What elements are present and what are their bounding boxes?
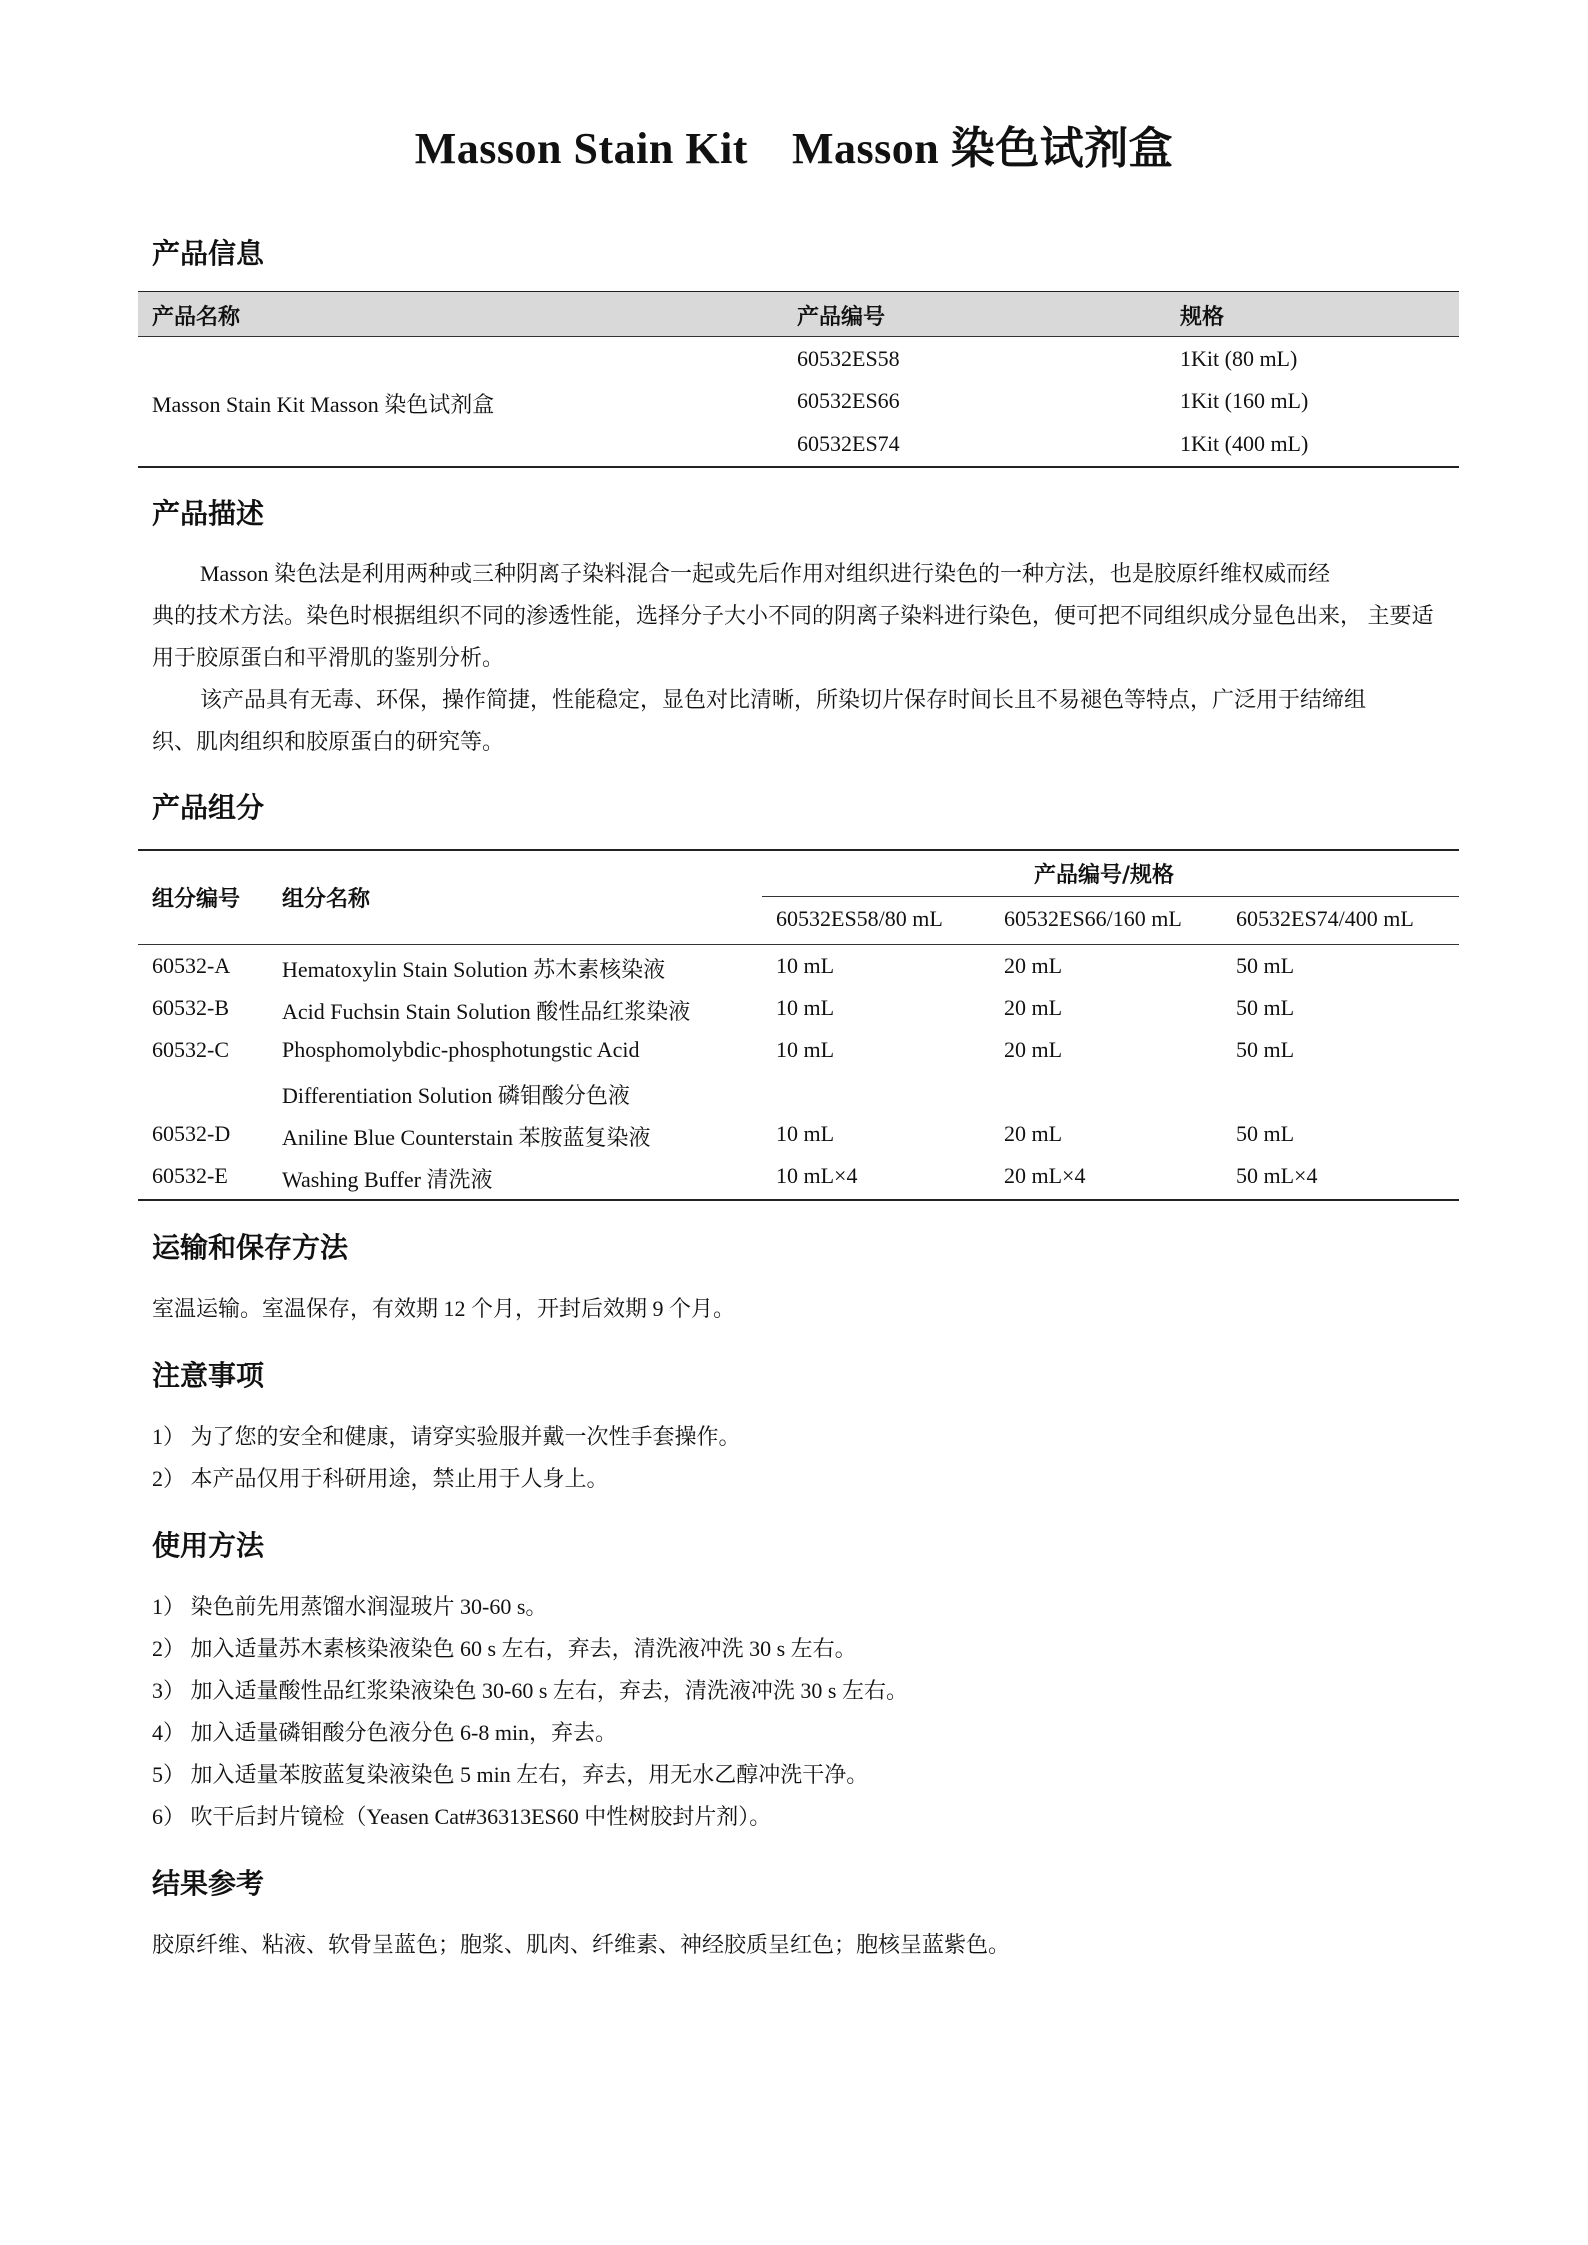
component-code: 60532-B <box>152 995 229 1020</box>
section-heading-usage: 使用方法 <box>152 1529 265 1562</box>
component-name-continued: Differentiation Solution 磷钼酸分色液 <box>282 1083 630 1108</box>
usage-step: 1） 染色前先用蒸馏水润湿玻片 30-60 s。 <box>152 1594 548 1619</box>
component-code: 60532-E <box>152 1163 228 1188</box>
info-product-name: Masson Stain Kit Masson 染色试剂盒 <box>152 392 495 417</box>
components-header-name: 组分名称 <box>282 887 371 912</box>
components-subheader: 60532ES58/80 mL <box>776 906 943 931</box>
component-volume: 10 mL×4 <box>776 1163 858 1188</box>
description-line: 该产品具有无毒、环保，操作简捷，性能稳定，显色对比清晰，所染切片保存时间长且不易褪色等特点，广泛用于结缔组 <box>200 687 1367 712</box>
note-item: 2） 本产品仅用于科研用途，禁止用于人身上。 <box>152 1466 609 1491</box>
component-volume: 20 mL <box>1004 1037 1063 1062</box>
components-subheader: 60532ES74/400 mL <box>1236 906 1414 931</box>
component-volume: 50 mL <box>1236 1037 1295 1062</box>
description-line: Masson 染色法是利用两种或三种阴离子染料混合一起或先后作用对组织进行染色的一种方法，也是胶原纤维权威而经 <box>200 561 1330 586</box>
description-line: 用于胶原蛋白和平滑肌的鉴别分析。 <box>152 645 505 670</box>
info-header-code: 产品编号 <box>797 305 886 330</box>
info-code: 60532ES66 <box>797 388 900 413</box>
usage-step: 2） 加入适量苏木素核染液染色 60 s 左右，弃去，清洗液冲洗 30 s 左右。 <box>152 1636 857 1661</box>
usage-step: 6） 吹干后封片镜检（Yeasen Cat#36313ES60 中性树胶封片剂）。 <box>152 1804 772 1829</box>
section-heading-results: 结果参考 <box>152 1867 265 1900</box>
components-header-code: 组分编号 <box>152 887 241 912</box>
component-volume: 20 mL <box>1004 1121 1063 1146</box>
component-volume: 50 mL <box>1236 1121 1295 1146</box>
component-volume: 10 mL <box>776 953 835 978</box>
title-chinese: Masson 染色试剂盒 <box>791 124 1174 173</box>
components-table-top-rule <box>138 849 1459 851</box>
component-volume: 20 mL <box>1004 995 1063 1020</box>
components-header-rule <box>138 944 1459 945</box>
component-name: Hematoxylin Stain Solution 苏木素核染液 <box>282 957 666 982</box>
page-title <box>0 112 1588 176</box>
component-volume: 50 mL×4 <box>1236 1163 1318 1188</box>
note-item: 1） 为了您的安全和健康，请穿实验服并戴一次性手套操作。 <box>152 1424 741 1449</box>
info-header-name: 产品名称 <box>152 305 241 330</box>
info-spec: 1Kit (400 mL) <box>1180 431 1309 456</box>
usage-step: 3） 加入适量酸性品红浆染液染色 30-60 s 左右，弃去，清洗液冲洗 30 s 左右。 <box>152 1678 908 1703</box>
section-heading-notes: 注意事项 <box>152 1359 265 1392</box>
info-spec: 1Kit (160 mL) <box>1180 388 1309 413</box>
component-name: Acid Fuchsin Stain Solution 酸性品红浆染液 <box>282 999 691 1024</box>
section-heading-components: 产品组分 <box>152 791 265 824</box>
components-table-bottom-rule <box>138 1199 1459 1201</box>
section-heading-description: 产品描述 <box>152 497 265 530</box>
usage-step: 5） 加入适量苯胺蓝复染液染色 5 min 左右，弃去，用无水乙醇冲洗干净。 <box>152 1762 869 1787</box>
usage-step: 4） 加入适量磷钼酸分色液分色 6-8 min，弃去。 <box>152 1720 618 1745</box>
component-name: Washing Buffer 清洗液 <box>282 1167 493 1192</box>
info-code: 60532ES74 <box>797 431 900 456</box>
info-header-spec: 规格 <box>1180 305 1225 330</box>
info-table-bottom-rule <box>138 466 1459 468</box>
component-name: Aniline Blue Counterstain 苯胺蓝复染液 <box>282 1125 651 1150</box>
section-heading-info: 产品信息 <box>152 237 265 270</box>
components-group-header: 产品编号/规格 <box>1034 863 1175 888</box>
component-volume: 20 mL <box>1004 953 1063 978</box>
component-name: Phosphomolybdic-phosphotungstic Acid <box>282 1037 640 1062</box>
component-volume: 50 mL <box>1236 953 1295 978</box>
description-line: 织、肌肉组织和胶原蛋白的研究等。 <box>152 729 505 754</box>
component-code: 60532-D <box>152 1121 231 1146</box>
info-spec: 1Kit (80 mL) <box>1180 346 1298 371</box>
storage-text: 室温运输。室温保存，有效期 12 个月，开封后效期 9 个月。 <box>152 1296 736 1321</box>
component-volume: 10 mL <box>776 1037 835 1062</box>
section-heading-storage: 运输和保存方法 <box>152 1231 349 1264</box>
description-line: 典的技术方法。染色时根据组织不同的渗透性能，选择分子大小不同的阴离子染料进行染色，便可把不同组织成分显色出来， 主要适 <box>152 603 1434 628</box>
info-code: 60532ES58 <box>797 346 900 371</box>
component-volume: 10 mL <box>776 995 835 1020</box>
component-volume: 10 mL <box>776 1121 835 1146</box>
component-code: 60532-C <box>152 1037 229 1062</box>
info-table-header-rule <box>138 336 1459 337</box>
title-english: Masson Stain Kit <box>414 124 748 173</box>
component-code: 60532-A <box>152 953 231 978</box>
components-group-rule <box>762 896 1459 897</box>
components-subheader: 60532ES66/160 mL <box>1004 906 1182 931</box>
results-text: 胶原纤维、粘液、软骨呈蓝色；胞浆、肌肉、纤维素、神经胶质呈红色；胞核呈蓝紫色。 <box>152 1932 1011 1957</box>
component-volume: 50 mL <box>1236 995 1295 1020</box>
component-volume: 20 mL×4 <box>1004 1163 1086 1188</box>
